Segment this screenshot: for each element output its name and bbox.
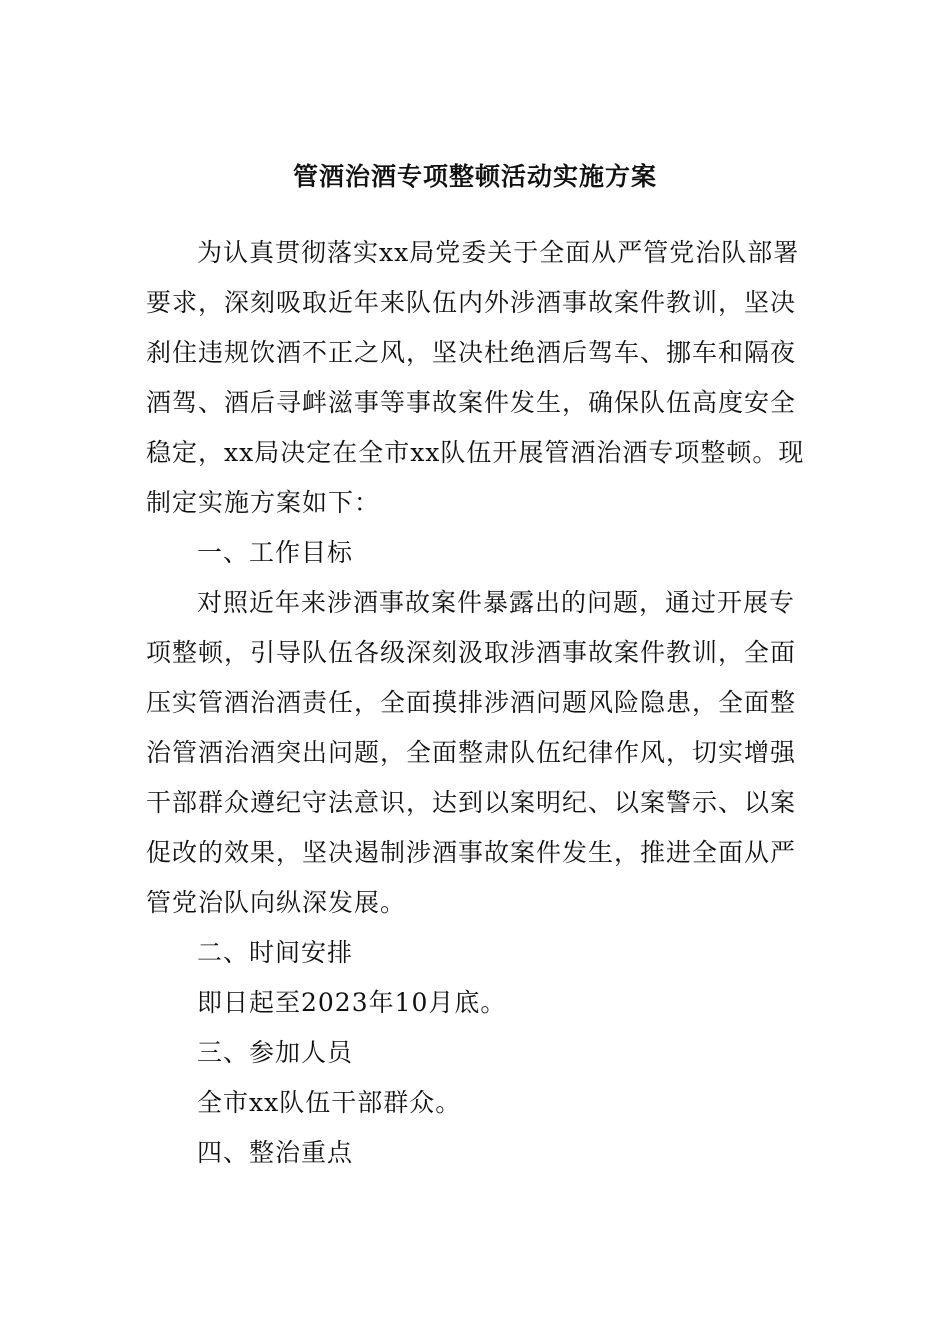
paragraph-line: 刹住违规饮酒不正之风，坚决杜绝酒后驾车、挪车和隔夜 (146, 338, 797, 367)
paragraph-line: 干部群众遵纪守法意识，达到以案明纪、以案警示、以案 (146, 788, 797, 817)
paragraph-line: 要求，深刻吸取近年来队伍内外涉酒事故案件教训，坚决 (146, 288, 797, 317)
paragraph-line: 稳定，xx局决定在全市xx队伍开展管酒治酒专项整顿。现 (146, 438, 805, 467)
paragraph-line: 即日起至2023年10月底。 (197, 988, 507, 1017)
paragraph-line: 为认真贯彻落实xx局党委关于全面从严管党治队部署 (197, 238, 800, 267)
section-heading: 四、整治重点 (197, 1138, 354, 1167)
paragraph-line: 制定实施方案如下： (146, 488, 381, 517)
paragraph-line: 管党治队向纵深发展。 (146, 888, 407, 917)
paragraph-line: 对照近年来涉酒事故案件暴露出的问题，通过开展专 (197, 588, 796, 617)
section-heading: 二、时间安排 (197, 938, 354, 967)
paragraph-line: 压实管酒治酒责任，全面摸排涉酒问题风险隐患，全面整 (146, 688, 797, 717)
paragraph-line: 促改的效果，坚决遏制涉酒事故案件发生，推进全面从严 (146, 838, 797, 867)
paragraph-line: 全市xx队伍干部群众。 (197, 1088, 462, 1117)
section-heading: 一、工作目标 (197, 538, 354, 567)
document-title: 管酒治酒专项整顿活动实施方案 (292, 162, 657, 191)
section-heading: 三、参加人员 (197, 1038, 354, 1067)
paragraph-line: 项整顿，引导队伍各级深刻汲取涉酒事故案件教训，全面 (146, 638, 797, 667)
paragraph-line: 治管酒治酒突出问题，全面整肃队伍纪律作风，切实增强 (146, 738, 797, 767)
paragraph-line: 酒驾、酒后寻衅滋事等事故案件发生，确保队伍高度安全 (146, 388, 797, 417)
